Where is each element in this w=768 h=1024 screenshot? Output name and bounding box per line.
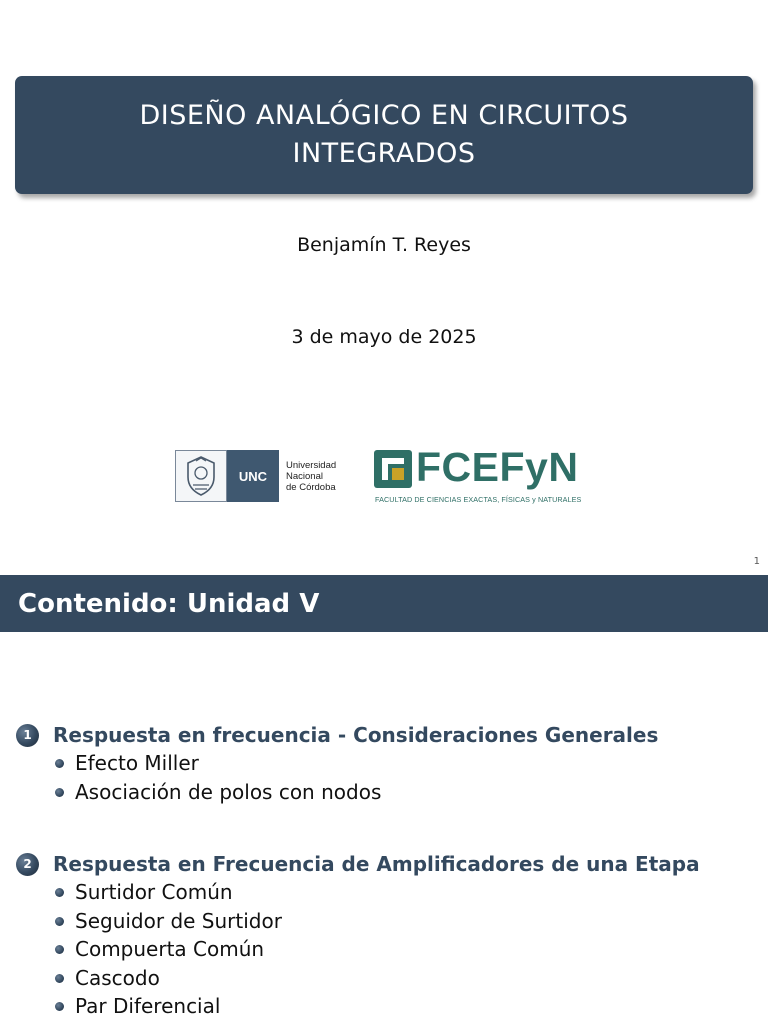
list-item-label: Seguidor de Surtidor bbox=[75, 909, 282, 933]
bullet-icon bbox=[55, 759, 64, 768]
section-number-badge: 1 bbox=[16, 724, 39, 747]
list-item-label: Asociación de polos con nodos bbox=[75, 780, 382, 804]
unc-text-line-3: de Córdoba bbox=[286, 481, 336, 493]
bullet-icon bbox=[55, 945, 64, 954]
section-1 bbox=[16, 723, 658, 747]
list-item-label: Efecto Miller bbox=[75, 751, 199, 775]
list-item-label: Compuerta Común bbox=[75, 937, 265, 961]
bullet-icon bbox=[55, 974, 64, 983]
list-item-label: Cascodo bbox=[75, 966, 160, 990]
page-number: 1 bbox=[753, 556, 760, 567]
section-number-badge: 2 bbox=[16, 853, 39, 876]
list-item bbox=[55, 909, 282, 933]
author: Benjamín T. Reyes bbox=[297, 234, 471, 256]
title-line-1: DISEÑO ANALÓGICO EN CIRCUITOS bbox=[139, 100, 629, 131]
list-item bbox=[55, 937, 264, 961]
unc-text bbox=[286, 460, 336, 493]
bullet-icon bbox=[55, 917, 64, 926]
list-item bbox=[55, 780, 381, 804]
unc-box: UNC bbox=[227, 450, 279, 502]
section-title: Respuesta en frecuencia - Consideraciones Generales bbox=[53, 723, 659, 747]
frame-title-bar bbox=[0, 575, 768, 632]
list-item-label: Surtidor Común bbox=[75, 880, 233, 904]
fcefyn-logo bbox=[374, 444, 599, 506]
bullet-icon bbox=[55, 888, 64, 897]
list-item bbox=[55, 751, 199, 775]
title-line-2: INTEGRADOS bbox=[292, 138, 476, 169]
title-box bbox=[15, 76, 753, 194]
frame-title: Contenido: Unidad V bbox=[18, 588, 320, 619]
contents-slide bbox=[0, 575, 768, 1024]
unc-logo bbox=[175, 448, 345, 504]
unc-text-line-2: Nacional bbox=[286, 470, 323, 482]
section-title: Respuesta en Frecuencia de Amplificadores de una Etapa bbox=[53, 852, 700, 876]
list-item bbox=[55, 966, 160, 990]
date: 3 de mayo de 2025 bbox=[291, 326, 477, 348]
section-2 bbox=[16, 852, 700, 876]
list-item bbox=[55, 994, 220, 1018]
fcefyn-name: FCEFyN bbox=[416, 444, 579, 490]
unc-text-line-1: Universidad bbox=[286, 459, 337, 471]
list-item-label: Par Diferencial bbox=[75, 994, 221, 1018]
bullet-icon bbox=[55, 1002, 64, 1011]
fcefyn-subtitle: FACULTAD DE CIENCIAS EXACTAS, FÍSICAS y NATURALES bbox=[375, 495, 582, 504]
unc-seal-icon bbox=[175, 450, 227, 502]
bullet-icon bbox=[55, 788, 64, 797]
list-item bbox=[55, 880, 233, 904]
fcefyn-mark-icon bbox=[374, 450, 412, 488]
